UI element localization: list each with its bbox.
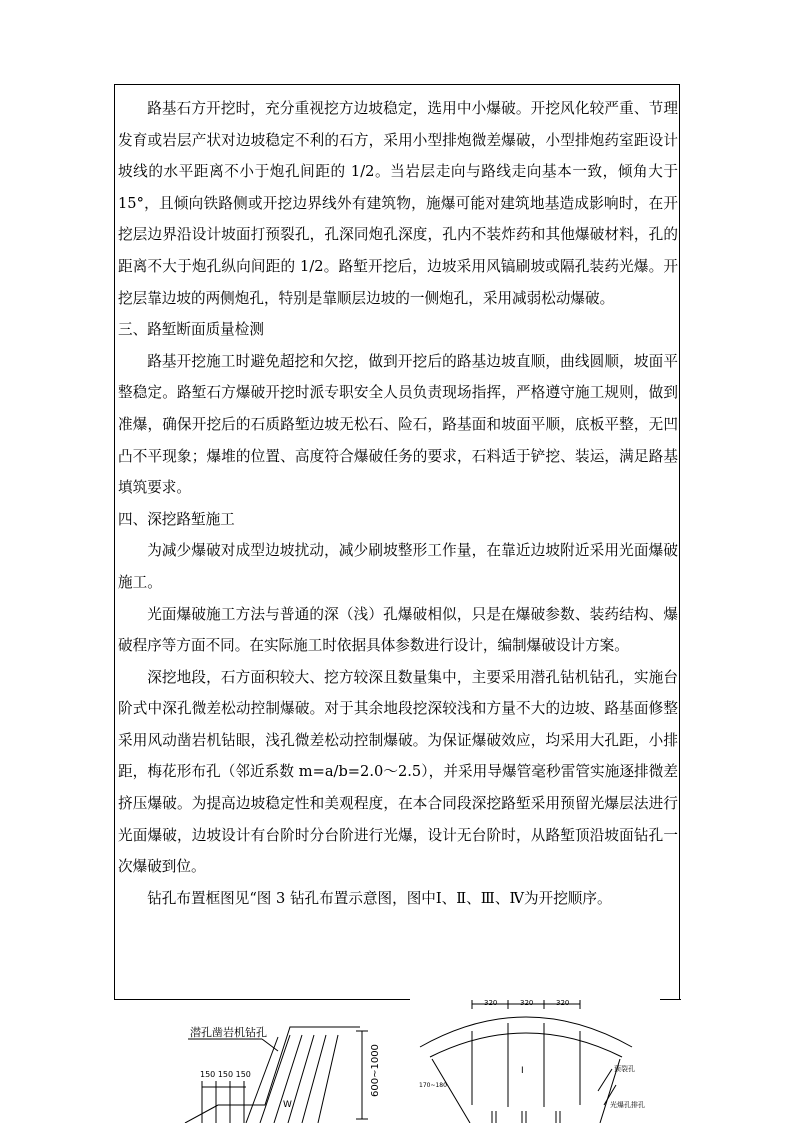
paragraph-smooth-blasting-intro: 为减少爆破对成型边坡扰动，减少刷坡整形工作量，在靠近边坡附近采用光面爆破施工。 [118,542,678,591]
step-mark: W [283,1100,292,1110]
drilling-layout-figure [0,995,794,1123]
annot-leader-1 [598,1069,612,1091]
left-wall [432,1059,470,1123]
drill-hole-5 [302,1035,326,1123]
annotation-1: 预裂孔 [614,1065,635,1073]
drilling-diagram-svg [0,995,794,1123]
top-dim-3: 320 [556,999,570,1007]
drill-label: 潜孔凿岩机钻孔 [190,1026,267,1039]
top-dim-1: 320 [484,999,498,1007]
paragraph-figure-reference: 钻孔布置框图见“图 3 钻孔布置示意图，图中Ⅰ、Ⅱ、Ⅲ、Ⅳ为开挖顺序。 [147,889,612,907]
right-section-drawing [420,1000,632,1123]
side-dim: 170~180 [419,1082,447,1089]
section-arch [420,1017,632,1047]
annotation-2: 光爆孔排孔 [610,1101,645,1109]
paragraph-quality-check: 路基开挖施工时避免超挖和欠挖，做到开挖后的路基边坡直顺，曲线圆顺，坡面平整稳定。路堑石方爆破开挖时派专职安全人员负责现场指挥，严格遵守施工规则，做到准爆，确保开挖后的石质路堑边坡无松石、险石，路基面和坡面平顺，底板平整，无凹凸不平现象；爆堆的位置、高度符合爆破任务的要求，石料适于铲挖、装运，满足路基填筑要求。 [118,352,678,497]
inner-arch [430,1033,622,1057]
section-mark: I [521,1066,524,1076]
paragraph-rock-excavation: 路基石方开挖时，充分重视挖方边坡稳定，选用中小爆破。开挖风化较严重、节理发育或岩层产状对边坡稳定不利的石方，采用小型排炮微差爆破，小型排炮药室距设计坡线的水平距离不小于炮孔间距的 1/2。当岩层走向与路线走向基本一致，倾角大于 15°，且倾向铁路侧或开挖边界线外有建筑物，施爆可能对建筑地基造成影响时，在开挖层边界沿设计坡面打预裂孔，孔深同炮孔深度，孔内不装炸药和其他爆破材料，孔的距离不大于炮孔纵向间距的 1/2。路堑开挖后，边坡采用风镐刷坡或隔孔装药光爆。开挖层靠边坡的两侧炮孔，特别是靠顺层边坡的一侧炮孔，采用减弱松动爆破。 [118,100,678,307]
document-body [118,93,678,914]
spacing-label: 150 150 150 [200,1070,251,1079]
paragraph-smooth-blasting-method: 光面爆破施工方法与普通的深（浅）孔爆破相似，只是在爆破参数、装药结构、爆破程序等方面不同。在实际施工时依据具体参数进行设计，编制爆破设计方案。 [118,605,678,655]
label-leader [262,1039,278,1051]
drill-hole-6 [318,1035,338,1123]
section-heading-4: 四、深挖路堑施工 [118,510,235,528]
section-heading-3: 三、路堑断面质量检测 [118,321,264,339]
paragraph-deep-cut: 深挖地段，石方面积较大、挖方较深且数量集中，主要采用潜孔钻机钻孔，实施台阶式中深孔微差松动控制爆破。对于其余地段挖深较浅和方量不大的边坡、路基面修整采用风动凿岩机钻眼，浅孔微差松动控制爆破。为保证爆破效应，均采用大孔距，小排距，梅花形布孔（邻近系数 m=a/b=2.0～2.5），并采用导爆管毫秒雷管实施逐排微差挤压爆破。为提高边坡稳定性和美观程度，在本合同段深挖路堑采用预留光爆层法进行光面爆破，边坡设计有台阶时分台阶进行光爆，设计无台阶时，从路堑顶沿坡面钻孔一次爆破到位。 [118,668,678,876]
top-dim-2: 320 [520,999,534,1007]
depth-label: 600~1000 [370,1044,381,1097]
